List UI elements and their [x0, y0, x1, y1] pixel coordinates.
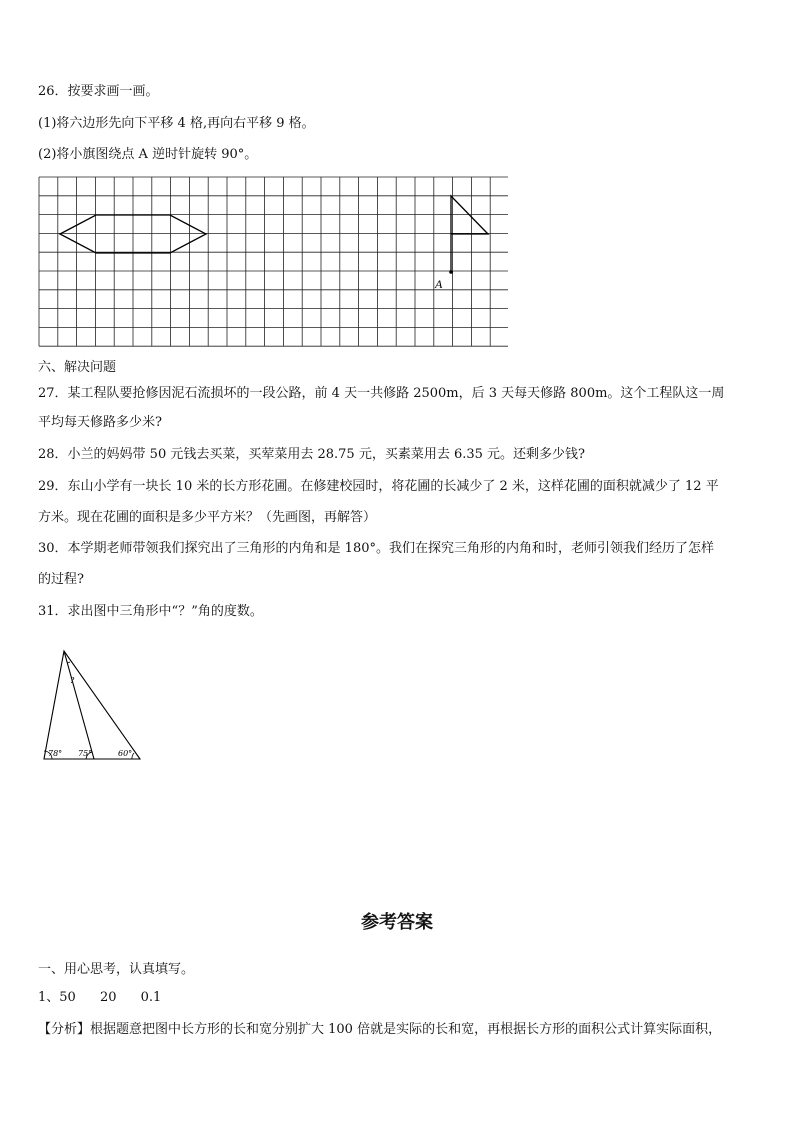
q30-line2: 的过程?: [38, 572, 84, 587]
q26-title: 26．按要求画一画。: [38, 84, 159, 99]
answer-1-a: 1、50: [38, 990, 76, 1005]
q26-part1: (1)将六边形先向下平移 4 格,再向右平移 9 格。: [38, 116, 315, 131]
answer-1-b: 20: [99, 990, 117, 1005]
angle-mid-label: 75°: [78, 749, 93, 758]
angle-right-label: 60°: [118, 749, 133, 758]
point-a-dot: [449, 270, 453, 274]
triangle-svg: [36, 645, 156, 765]
grid-svg: [38, 176, 508, 352]
q30-line1: 30．本学期老师带领我们探究出了三角形的内角和是 180°。我们在探究三角形的内角和时，老师引领我们经历了怎样: [38, 541, 714, 556]
flag-shape: [451, 196, 488, 272]
q27-line2: 平均每天修路多少米?: [38, 415, 162, 430]
q31-line1: 31．求出图中三角形中“？”角的度数。: [38, 604, 263, 619]
answer-1-analysis: 【分析】根据题意把图中长方形的长和宽分别扩大 100 倍就是实际的长和宽，再根据长方形的面积公式计算实际面积，: [38, 1022, 722, 1037]
q31-triangle-figure: [36, 645, 156, 769]
section6-heading: 六、解决问题: [38, 360, 117, 375]
inner-segment: [64, 651, 94, 759]
angle-left-label: 78°: [48, 749, 63, 758]
angle-unknown-label: ?: [70, 676, 75, 685]
q29-line1: 29．东山小学有一块长 10 米的长方形花圃。在修建校园时，将花圃的长减少了 2 米，这样花圃的面积就减少了 12 平: [38, 479, 719, 494]
arc-right: [132, 753, 134, 759]
answer-1-c: 0.1: [140, 990, 162, 1005]
q26-grid-figure: [38, 176, 508, 356]
answers-section1: 一、用心思考，认真填写。: [38, 962, 195, 977]
point-a-label: A: [435, 277, 443, 291]
answer-1: [38, 990, 161, 1006]
answer-key-title: 参考答案: [361, 912, 433, 933]
q29-line2: 方米。现在花圃的面积是多少平方米？（先画图，再解答）: [38, 510, 377, 525]
q26-part2: (2)将小旗图绕点 A 逆时针旋转 90°。: [38, 147, 258, 162]
q27-line1: 27．某工程队要抢修因泥石流损坏的一段公路，前 4 天一共修路 2500m，后 3 天每天修路 800m。这个工程队这一周: [38, 386, 725, 401]
q28-line1: 28．小兰的妈妈带 50 元钱去买菜，买荤菜用去 28.75 元，买素菜用去 6.35 元。还剩多少钱?: [38, 447, 586, 462]
outer-triangle: [44, 651, 140, 759]
